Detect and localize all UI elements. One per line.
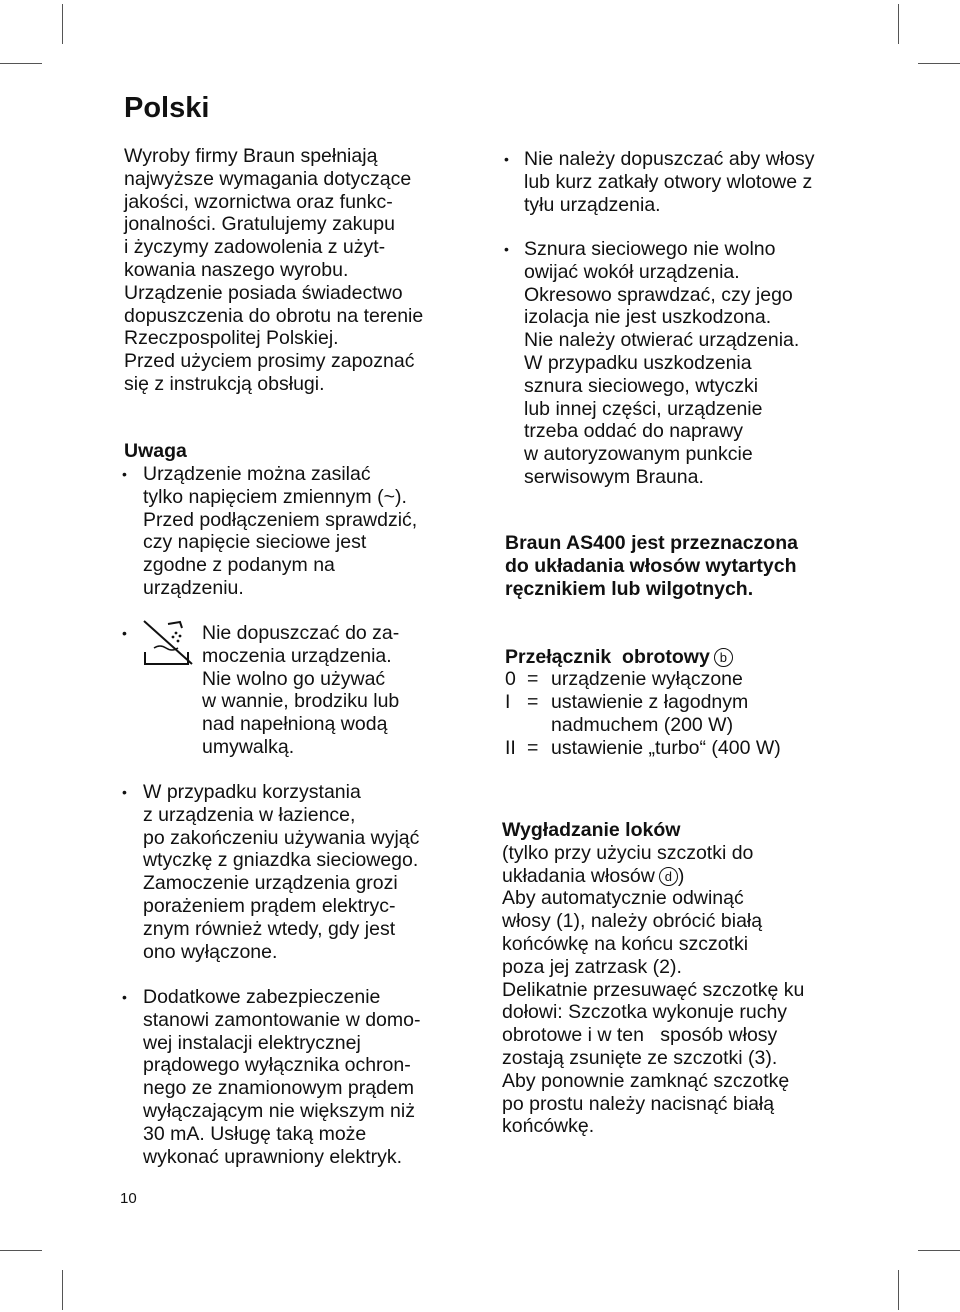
curls-section <box>502 819 804 1138</box>
text-line: zgodne z podanym na <box>143 554 335 577</box>
text-line: tyłu urządzenia. <box>524 193 661 216</box>
text-line: Urządzenie posiada świadectwo <box>124 281 403 304</box>
crop-mark <box>62 4 63 44</box>
text-line: w wannie, brodziku lub <box>202 690 400 713</box>
text-line: Okresowo sprawdzać, czy jego <box>524 283 793 306</box>
text-line <box>502 865 804 888</box>
text-line: Nie należy otwierać urządzenia. <box>524 329 800 352</box>
text-line: Przed użyciem prosimy zapoznać <box>124 350 415 373</box>
text-line: nad napełnioną wodą <box>202 713 388 736</box>
text-line: po prostu należy nacisnąć białą <box>502 1092 775 1115</box>
text-line: ono wyłączone. <box>143 940 278 963</box>
text-line: wej instalacji elektrycznej <box>143 1031 361 1054</box>
text-line: wykonać uprawniony elektryk. <box>143 1145 403 1168</box>
text-fragment: układania włosów <box>502 864 655 887</box>
bullet: • <box>122 784 127 800</box>
curls-heading: Wygładzanie loków <box>502 819 681 841</box>
switch-desc: ustawienie z łagodnym <box>551 691 749 713</box>
text-line: czy napięcie sieciowe jest <box>143 531 367 554</box>
text-line: 30 mA. Usługę taką może <box>143 1122 367 1145</box>
text-line: W przypadku korzystania <box>143 781 361 803</box>
text-line: moczenia urządzenia. <box>202 644 392 667</box>
text-line: Aby ponownie zamknąć szczotkę <box>502 1069 790 1092</box>
text-line: lub innej części, urządzenie <box>524 397 763 420</box>
switch-key: 0 <box>505 668 516 690</box>
text-line: końcówkę. <box>502 1115 595 1138</box>
text-line: Nie należy dopuszczać aby włosy <box>524 148 815 170</box>
text-line: Rzeczpospolitej Polskiej. <box>124 327 339 350</box>
bullet: • <box>122 989 127 1005</box>
switch-heading-text: Przełącznik obrotowy <box>505 646 710 668</box>
text-line: i życzymy zadowolenia z użyt- <box>124 236 386 259</box>
right-bullet-2 <box>524 238 799 489</box>
text-line: sznura sieciowego, wtyczki <box>524 374 759 397</box>
text-line: porażeniem prądem elektryc- <box>143 894 396 917</box>
usage-note <box>505 532 798 600</box>
switch-desc: urządzenie wyłączone <box>551 668 743 690</box>
no-water-bath-icon <box>140 618 196 666</box>
crop-mark <box>918 63 960 64</box>
switch-desc: ustawienie „turbo“ (400 W) <box>551 737 781 759</box>
switch-row-3 <box>505 737 781 760</box>
text-line: Delikatnie przesuwaęć szczotkę ku <box>502 978 805 1001</box>
crop-mark <box>898 4 899 44</box>
text-line: dołowi: Szczotka wykonuje ruchy <box>502 1001 788 1024</box>
text-line: (tylko przy użyciu szczotki do <box>502 841 754 864</box>
bullet: • <box>122 625 127 641</box>
text-line: Urządzenie można zasilać <box>143 463 371 485</box>
text-line: Aby automatycznie odwinąć <box>502 887 744 910</box>
crop-mark <box>62 1270 63 1310</box>
bullet: • <box>504 151 509 167</box>
warning-heading: Uwaga <box>124 440 187 462</box>
text-line: Dodatkowe zabezpieczenie <box>143 986 381 1008</box>
text-line: nego ze znamionowym prądem <box>143 1077 414 1100</box>
text-line: poza jej zatrzask (2). <box>502 955 682 978</box>
text-line: Wyroby firmy Braun spełniają <box>124 145 378 167</box>
text-line: dopuszczenia do obrotu na terenie <box>124 304 424 327</box>
text-line: Sznura sieciowego nie wolno <box>524 238 776 260</box>
text-line: jakości, wzornictwa oraz funkc- <box>124 190 393 213</box>
text-line: prądowego wyłącznika ochron- <box>143 1054 411 1077</box>
text-line: kowania naszego wyrobu. <box>124 258 349 281</box>
crop-mark <box>898 1270 899 1310</box>
text-line: W przypadku uszkodzenia <box>524 351 752 374</box>
text-line: Przed podłączeniem sprawdzić, <box>143 508 418 531</box>
right-bullet-1 <box>524 148 814 216</box>
text-line: Nie wolno go używać <box>202 667 386 690</box>
switch-desc: nadmuchem (200 W) <box>551 714 734 736</box>
bullet: • <box>504 241 509 257</box>
text-line: Braun AS400 jest przeznaczona <box>505 532 798 554</box>
text-fragment: ) <box>677 864 685 887</box>
text-line: tylko napięciem zmiennym (~). <box>143 485 407 508</box>
warning-bullet-3 <box>143 781 419 963</box>
text-line: końcówkę na końcu szczotki <box>502 932 749 955</box>
text-line: do układania włosów wytartych <box>505 554 797 577</box>
switch-row-2 <box>505 714 733 737</box>
text-line: owijać wokół urządzenia. <box>524 260 740 283</box>
text-line: stanowi zamontowanie w domo- <box>143 1008 421 1031</box>
text-line: po zakończeniu używania wyjąć <box>143 826 420 849</box>
switch-row-1 <box>505 691 748 714</box>
switch-key: II <box>505 737 516 759</box>
warning-bullet-2 <box>202 622 399 759</box>
text-line: jonalności. Gratulujemy zakupu <box>124 213 395 236</box>
text-line: włosy (1), należy obrócić białą <box>502 910 763 933</box>
intro-paragraph <box>124 145 423 396</box>
switch-eq: = <box>527 668 539 690</box>
bullet: • <box>122 466 127 482</box>
text-line: izolacja nie jest uszkodzona. <box>524 306 772 329</box>
text-line: Zamoczenie urządzenia grozi <box>143 872 398 895</box>
text-line: Nie dopuszczać do za- <box>202 622 400 644</box>
text-line: z urządzenia w łazience, <box>143 803 356 826</box>
circled-marker-b: b <box>714 648 733 667</box>
warning-bullet-4 <box>143 986 420 1168</box>
text-line: w autoryzowanym punkcie <box>524 443 753 466</box>
crop-mark <box>0 63 42 64</box>
text-line: znym również wtedy, gdy jest <box>143 917 396 940</box>
text-line: urządzeniu. <box>143 576 244 599</box>
crop-mark <box>918 1250 960 1251</box>
text-line: najwyższe wymagania dotyczące <box>124 167 412 190</box>
text-line: obrotowe i w ten sposób włosy <box>502 1024 778 1047</box>
text-line: ręcznikiem lub wilgotnych. <box>505 577 754 600</box>
text-line: lub kurz zatkały otwory wlotowe z <box>524 170 813 193</box>
switch-key: I <box>505 691 511 713</box>
text-line: się z instrukcją obsługi. <box>124 372 325 395</box>
switch-row-0 <box>505 668 743 691</box>
text-line: wyłączającym nie większym niż <box>143 1099 415 1122</box>
text-line: umywalką. <box>202 735 295 758</box>
text-line: wtyczkę z gniazdka sieciowego. <box>143 849 419 872</box>
page-title: Polski <box>124 92 210 124</box>
circled-marker-d: d <box>659 867 678 886</box>
page-number: 10 <box>120 1190 137 1207</box>
switch-eq: = <box>527 737 539 759</box>
text-line: trzeba oddać do naprawy <box>524 420 743 443</box>
switch-heading <box>505 646 733 669</box>
text-line: zostają zsunięte ze szczotki (3). <box>502 1046 778 1069</box>
text-line: serwisowym Brauna. <box>524 465 704 488</box>
crop-mark <box>0 1250 42 1251</box>
switch-eq: = <box>527 691 539 713</box>
warning-bullet-1 <box>143 463 417 600</box>
